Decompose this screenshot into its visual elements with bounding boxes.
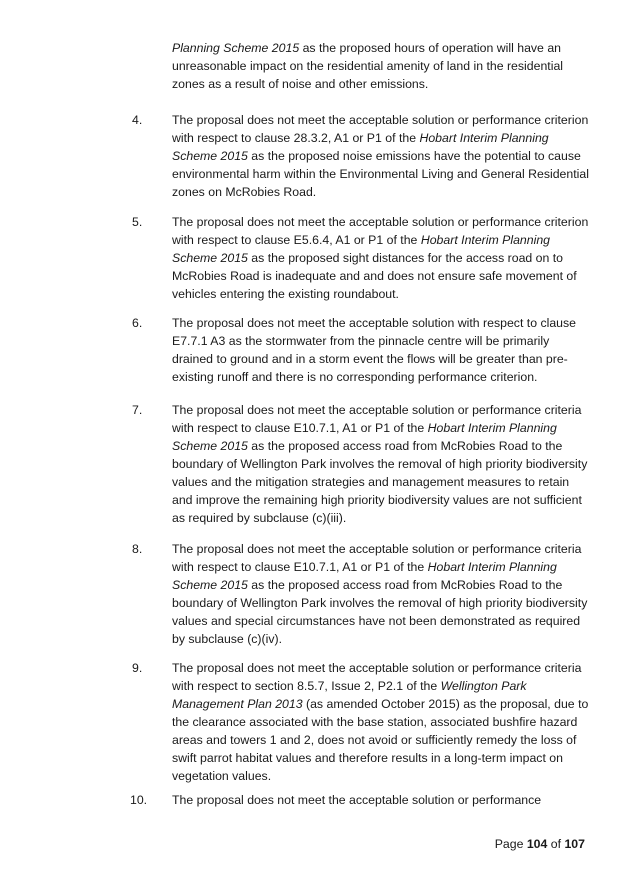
text-run: as the proposed sight distances for the access road on to McRobies Road is inadequate and and does not ensure safe movement of vehicles entering the existing roundabout. (172, 251, 577, 301)
text-run: as the proposed access road from McRobies Road to the boundary of Wellington Park involves the removal of high priority biodiversity values and special circumstances have not been demonstrated as required by subclause (c)(iv). (172, 578, 588, 646)
page-label: Page (494, 837, 524, 851)
item-paragraph (172, 111, 592, 201)
text-run: The proposal does not meet the acceptable solution or performance criterion with respect to clause E5.6.4, A1 or P1 of the (172, 215, 589, 247)
text-run: The proposal does not meet the acceptable solution or performance criteria with respect to section 8.5.7, Issue 2, P2.1 of the (172, 661, 582, 693)
item-paragraph (172, 791, 592, 809)
item-paragraph (172, 659, 592, 785)
item-number: 8. (132, 542, 143, 556)
item-paragraph (172, 401, 592, 527)
text-run: as the proposed noise emissions have the potential to cause environmental harm within the Environmental Living and General Residential zones on McRobies Road. (172, 149, 589, 199)
text-run: Planning Scheme 2015 (172, 41, 300, 55)
item-paragraph (172, 314, 592, 386)
text-run: (as amended October 2015) as the proposal, due to the clearance associated with the base station, associated bushfire hazard areas and towers 1 and 2, does not avoid or sufficiently remedy the loss of swift parrot habitat values and therefore results in a long-term impact on vegetation values. (172, 697, 589, 783)
text-run: Hobart Interim Planning Scheme 2015 (172, 233, 551, 265)
item-number: 6. (132, 316, 143, 330)
text-run: Wellington Park Management Plan 2013 (172, 679, 527, 711)
text-run: The proposal does not meet the acceptable solution or performance (172, 793, 542, 807)
item-paragraph (172, 540, 592, 648)
item-number: 4. (132, 113, 143, 127)
text-run: as the proposed hours of operation will have an unreasonable impact on the residential amenity of land in the residential zones as a result of noise and other emissions. (172, 41, 564, 91)
text-run: Hobart Interim Planning Scheme 2015 (172, 560, 557, 592)
text-run: The proposal does not meet the acceptable solution with respect to clause E7.7.1 A3 as the stormwater from the pinnacle centre will be primarily drained to ground and in a storm event the flows will be greater than pre-existing runoff and there is no corresponding performance criterion. (172, 316, 576, 384)
text-run: The proposal does not meet the acceptable solution or performance criterion with respect to clause 28.3.2, A1 or P1 of the (172, 113, 589, 145)
text-run: Hobart Interim Planning Scheme 2015 (172, 131, 549, 163)
page-number-footer (495, 836, 585, 852)
item-number: 9. (132, 661, 143, 675)
current-page-number: 104 (526, 837, 548, 851)
item-number: 5. (132, 215, 143, 229)
of-label: of (550, 837, 562, 851)
continuation-paragraph (172, 39, 592, 93)
text-run: as the proposed access road from McRobies Road to the boundary of Wellington Park involves the removal of high priority biodiversity values and the mitigation strategies and management measures to retain and improve the remaining high priority biodiversity values are not sufficient as required by subclause (c)(iii). (172, 439, 588, 525)
text-run: The proposal does not meet the acceptable solution or performance criteria with respect to clause E10.7.1, A1 or P1 of the (172, 542, 582, 574)
text-run: The proposal does not meet the acceptable solution or performance criteria with respect to clause E10.7.1, A1 or P1 of the (172, 403, 582, 435)
item-paragraph (172, 213, 592, 303)
total-page-count: 107 (564, 837, 585, 851)
text-run: Hobart Interim Planning Scheme 2015 (172, 421, 557, 453)
item-number: 7. (132, 403, 143, 417)
item-number: 10. (130, 793, 148, 807)
